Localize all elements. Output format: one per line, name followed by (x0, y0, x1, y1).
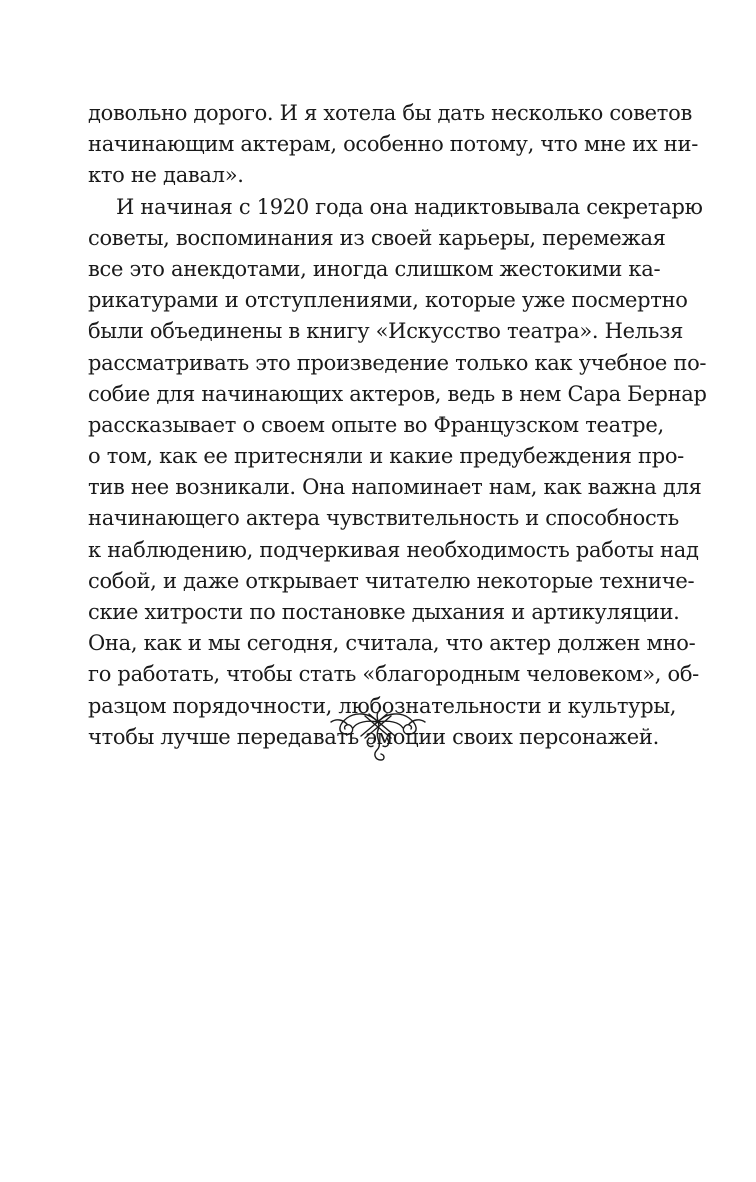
text-line: начинающим актерам, особенно потому, что мне их ни- (88, 132, 698, 157)
text-line: были объединены в книгу «Искусство театра». Нельзя (88, 319, 684, 344)
flourish-ornament-icon (329, 708, 427, 768)
paragraph-2 (88, 192, 707, 785)
text-line: ские хитрости по постановке дыхания и артикуляции. (88, 600, 680, 624)
text-line: собой, и даже открывает читателю некоторые техниче- (88, 568, 695, 593)
text-line: к наблюдению, подчеркивая необходимость работы над (88, 537, 699, 562)
text-line: рассматривать это произведение только как учебное по- (88, 350, 707, 375)
text-line: все это анекдотами, иногда слишком жестокими ка- (88, 256, 661, 281)
text-line: И начиная с 1920 года она надиктовывала секретарю (116, 194, 703, 219)
body-text (88, 98, 707, 784)
text-line: довольно дорого. И я хотела бы дать несколько советов (88, 101, 692, 125)
text-line: советы, воспоминания из своей карьеры, перемежая (88, 225, 666, 250)
text-line: собие для начинающих актеров, ведь в нем Сара Бернар (88, 381, 707, 406)
text-line: о том, как ее притесняли и какие предубеждения про- (88, 444, 684, 469)
paragraph-1 (88, 98, 698, 192)
text-line: Она, как и мы сегодня, считала, что актер должен мно- (88, 631, 696, 656)
text-line: рассказывает о своем опыте во Французском театре, (88, 412, 664, 437)
text-line: чтобы лучше передавать эмоции своих персонажей. (88, 724, 659, 749)
text-line: тив нее возникали. Она напоминает нам, как важна для (88, 475, 702, 500)
text-line: кто не давал». (88, 163, 244, 188)
text-line: начинающего актера чувствительность и способность (88, 506, 679, 531)
text-line: рикатурами и отступлениями, которые уже посмертно (88, 288, 688, 313)
text-line: го работать, чтобы стать «благородным человеком», об- (88, 662, 699, 687)
text-line: разцом порядочности, любознательности и культуры, (88, 693, 677, 718)
